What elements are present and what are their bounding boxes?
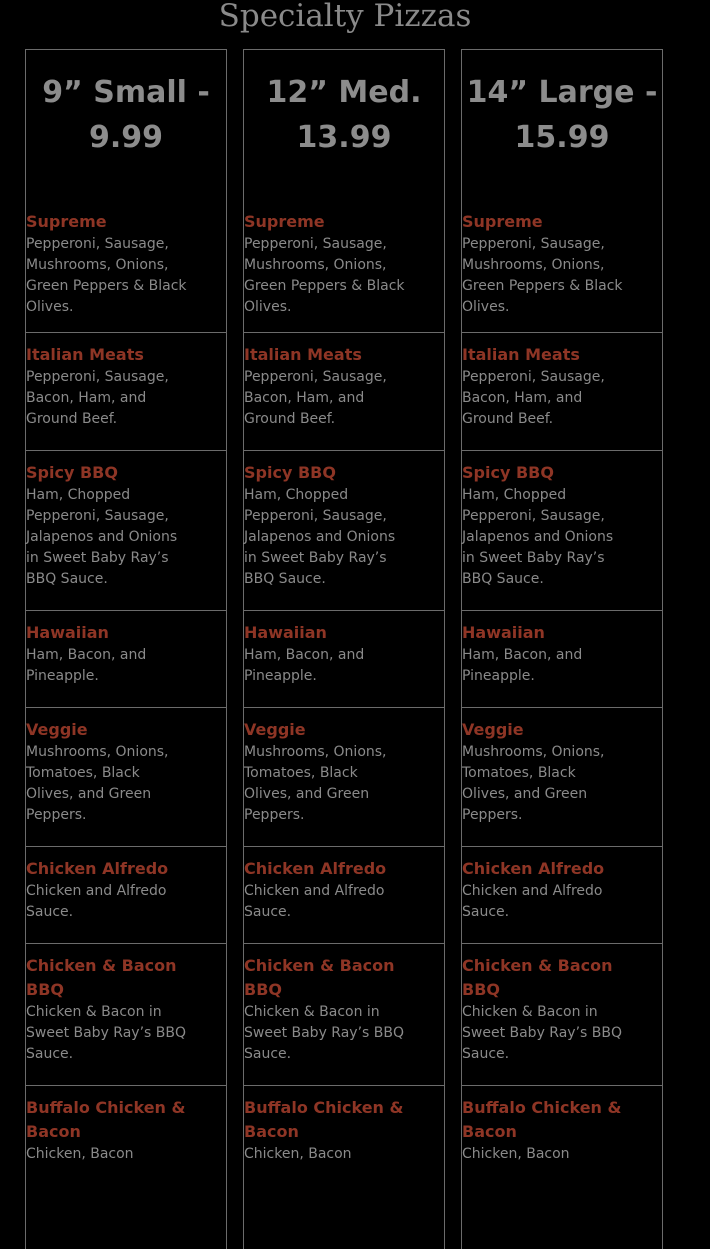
item-description: Ham, Chopped Pepperoni, Sausage, Jalapenos and Onions in Sweet Baby Ray’s BBQ Sauce. xyxy=(26,487,178,587)
item-description: Chicken and Alfredo Sauce. xyxy=(462,883,603,920)
menu-item xyxy=(26,708,226,847)
item-name: Spicy BBQ xyxy=(26,463,118,482)
price-label: 13.99 xyxy=(296,120,392,155)
item-name: Italian Meats xyxy=(26,345,144,364)
item-description: Chicken, Bacon xyxy=(462,1146,570,1162)
menu-column-small xyxy=(25,49,227,1249)
item-name: Chicken Alfredo xyxy=(462,859,605,878)
item-description: Ham, Bacon, and Pineapple. xyxy=(244,647,365,684)
menu-item xyxy=(26,333,226,451)
item-name: Veggie xyxy=(462,720,524,739)
item-description: Mushrooms, Onions, Tomatoes, Black Olives, and Green Peppers. xyxy=(462,744,605,823)
item-name: Italian Meats xyxy=(244,345,362,364)
item-name: Hawaiian xyxy=(244,623,327,642)
item-name: Buffalo Chicken & Bacon xyxy=(462,1098,622,1141)
item-name: Chicken & Bacon BBQ xyxy=(244,956,395,999)
menu-item xyxy=(26,1086,226,1206)
menu-item xyxy=(244,708,444,847)
menu-item xyxy=(26,847,226,944)
item-name: Veggie xyxy=(244,720,306,739)
menu-item xyxy=(462,847,662,944)
menu-item xyxy=(26,451,226,611)
item-description: Chicken & Bacon in Sweet Baby Ray’s BBQ Sauce. xyxy=(26,1004,187,1062)
menu-item xyxy=(26,201,226,333)
item-name: Supreme xyxy=(462,212,543,231)
item-description: Chicken and Alfredo Sauce. xyxy=(244,883,385,920)
item-name: Chicken & Bacon BBQ xyxy=(26,956,177,999)
item-name: Chicken Alfredo xyxy=(26,859,169,878)
item-description: Ham, Chopped Pepperoni, Sausage, Jalapenos and Onions in Sweet Baby Ray’s BBQ Sauce. xyxy=(462,487,614,587)
menu-item xyxy=(244,944,444,1086)
menu-item xyxy=(462,944,662,1086)
menu-item xyxy=(462,708,662,847)
item-name: Buffalo Chicken & Bacon xyxy=(244,1098,404,1141)
item-name: Hawaiian xyxy=(462,623,545,642)
menu-item xyxy=(244,333,444,451)
menu-column-large xyxy=(461,49,663,1249)
menu-item xyxy=(244,451,444,611)
item-description: Pepperoni, Sausage, Bacon, Ham, and Ground Beef. xyxy=(462,369,605,427)
item-description: Chicken & Bacon in Sweet Baby Ray’s BBQ Sauce. xyxy=(462,1004,623,1062)
menu-item xyxy=(26,944,226,1086)
item-description: Mushrooms, Onions, Tomatoes, Black Olives, and Green Peppers. xyxy=(26,744,169,823)
item-description: Pepperoni, Sausage, Mushrooms, Onions, Green Peppers & Black Olives. xyxy=(462,236,623,315)
item-description: Ham, Bacon, and Pineapple. xyxy=(26,647,147,684)
menu-item xyxy=(462,201,662,333)
size-price-heading xyxy=(26,50,226,201)
item-description: Chicken and Alfredo Sauce. xyxy=(26,883,167,920)
item-name: Spicy BBQ xyxy=(462,463,554,482)
item-name: Supreme xyxy=(26,212,107,231)
item-name: Buffalo Chicken & Bacon xyxy=(26,1098,186,1141)
item-description: Pepperoni, Sausage, Bacon, Ham, and Ground Beef. xyxy=(244,369,387,427)
item-description: Chicken, Bacon xyxy=(244,1146,352,1162)
page-title: Specialty Pizzas xyxy=(218,0,472,34)
item-description: Ham, Chopped Pepperoni, Sausage, Jalapenos and Onions in Sweet Baby Ray’s BBQ Sauce. xyxy=(244,487,396,587)
menu-item xyxy=(462,611,662,708)
item-description: Ham, Bacon, and Pineapple. xyxy=(462,647,583,684)
item-name: Supreme xyxy=(244,212,325,231)
item-description: Mushrooms, Onions, Tomatoes, Black Olives, and Green Peppers. xyxy=(244,744,387,823)
menu-column-medium xyxy=(243,49,445,1249)
size-label: 12” Med. xyxy=(266,75,422,110)
size-price-heading xyxy=(462,50,662,201)
item-name: Hawaiian xyxy=(26,623,109,642)
menu-item xyxy=(462,451,662,611)
size-label: 9” Small - xyxy=(42,75,210,110)
item-description: Pepperoni, Sausage, Mushrooms, Onions, Green Peppers & Black Olives. xyxy=(244,236,405,315)
item-name: Chicken & Bacon BBQ xyxy=(462,956,613,999)
price-label: 9.99 xyxy=(88,120,164,155)
menu-item xyxy=(244,847,444,944)
menu-item xyxy=(244,1086,444,1206)
menu-item xyxy=(244,611,444,708)
item-description: Pepperoni, Sausage, Mushrooms, Onions, Green Peppers & Black Olives. xyxy=(26,236,187,315)
item-name: Italian Meats xyxy=(462,345,580,364)
item-description: Chicken, Bacon xyxy=(26,1146,134,1162)
item-name: Spicy BBQ xyxy=(244,463,336,482)
menu-item xyxy=(244,201,444,333)
menu-item xyxy=(26,611,226,708)
price-label: 15.99 xyxy=(514,120,610,155)
menu-item xyxy=(462,1086,662,1206)
size-price-heading xyxy=(244,50,444,201)
menu-item xyxy=(462,333,662,451)
item-description: Pepperoni, Sausage, Bacon, Ham, and Ground Beef. xyxy=(26,369,169,427)
item-name: Veggie xyxy=(26,720,88,739)
item-description: Chicken & Bacon in Sweet Baby Ray’s BBQ Sauce. xyxy=(244,1004,405,1062)
item-name: Chicken Alfredo xyxy=(244,859,387,878)
size-label: 14” Large - xyxy=(466,75,658,110)
